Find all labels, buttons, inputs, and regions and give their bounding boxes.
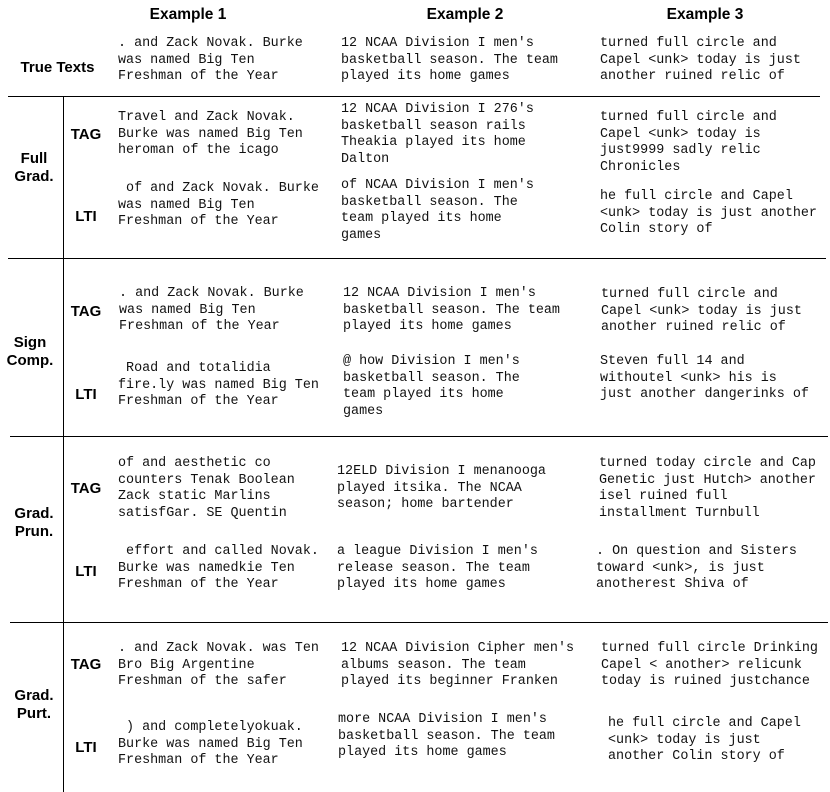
cell-full-grad-lti-2: of NCAA Division I men's basketball season. The team played its home games xyxy=(341,178,534,243)
divider-true-texts xyxy=(8,96,820,97)
cell-sign-comp-tag-3: turned full circle and Capel <unk> today is just another ruined relic of xyxy=(601,287,802,335)
cell-grad-prun-lti-2: a league Division I men's release season. The team played its home games xyxy=(337,544,538,592)
header-example-3: Example 3 xyxy=(666,6,744,23)
cell-full-grad-tag-2: 12 NCAA Division I 276's basketball season rails Theakia played its home Dalton xyxy=(341,102,534,167)
method-label-lti: LTI xyxy=(75,739,97,756)
cell-sign-comp-lti-1: Road and totalidia fire.ly was named Big Ten Freshman of the Year xyxy=(118,361,319,409)
method-label-lti: LTI xyxy=(75,563,97,580)
cell-grad-prun-lti-3: . On question and Sisters toward <unk>, is just anotherest Shiva of xyxy=(596,544,797,592)
divider-sign-comp xyxy=(10,436,828,437)
cell-sign-comp-lti-2: @ how Division I men's basketball season. The team played its home games xyxy=(343,354,520,419)
cell-grad-purt-tag-3: turned full circle Drinking Capel < another> relicunk today is ruined justchance xyxy=(601,641,818,689)
cell-grad-purt-tag-1: . and Zack Novak. was Ten Bro Big Argentine Freshman of the safer xyxy=(118,641,319,689)
group-label-grad-prun: Grad. Prun. xyxy=(14,505,54,540)
cell-sign-comp-lti-3: Steven full 14 and withoutel <unk> his is just another dangerinks of xyxy=(600,354,809,402)
method-column-divider xyxy=(63,96,64,792)
cell-full-grad-lti-1: of and Zack Novak. Burke was named Big Ten Freshman of the Year xyxy=(118,181,319,229)
divider-grad-prun xyxy=(10,622,828,623)
method-label-lti: LTI xyxy=(75,386,97,403)
true-text-cell-2: 12 NCAA Division I men's basketball season. The team played its home games xyxy=(341,36,558,84)
group-label-grad-purt: Grad. Purt. xyxy=(14,687,54,722)
method-label-tag: TAG xyxy=(70,126,102,143)
group-label-sign-comp: Sign Comp. xyxy=(6,334,54,369)
cell-grad-prun-tag-3: turned today circle and Cap Genetic just Hutch> another isel ruined full installment Turnbull xyxy=(599,456,816,521)
cell-grad-purt-lti-1: ) and completelyokuak. Burke was named Big Ten Freshman of the Year xyxy=(118,720,303,768)
cell-full-grad-tag-1: Travel and Zack Novak. Burke was named Big Ten heroman of the icago xyxy=(118,110,303,158)
true-text-cell-1: . and Zack Novak. Burke was named Big Ten Freshman of the Year xyxy=(118,36,303,84)
true-texts-label: True Texts xyxy=(20,59,95,76)
cell-sign-comp-tag-2: 12 NCAA Division I men's basketball season. The team played its home games xyxy=(343,286,560,334)
cell-grad-prun-tag-2: 12ELD Division I menanooga played itsika. The NCAA season; home bartender xyxy=(337,464,546,512)
cell-grad-prun-tag-1: of and aesthetic co counters Tenak Boolean Zack static Marlins satisfGar. SE Quentin xyxy=(118,456,295,521)
header-example-2: Example 2 xyxy=(426,6,504,23)
true-text-cell-3: turned full circle and Capel <unk> today is just another ruined relic of xyxy=(600,36,801,84)
cell-full-grad-tag-3: turned full circle and Capel <unk> today is just9999 sadly relic Chronicles xyxy=(600,110,777,175)
group-label-full-grad: Full Grad. xyxy=(14,150,54,185)
cell-grad-purt-lti-3: he full circle and Capel <unk> today is just another Colin story of xyxy=(608,716,801,764)
cell-grad-prun-lti-1: effort and called Novak. Burke was namedkie Ten Freshman of the Year xyxy=(118,544,319,592)
method-label-lti: LTI xyxy=(75,208,97,225)
cell-sign-comp-tag-1: . and Zack Novak. Burke was named Big Ten Freshman of the Year xyxy=(119,286,304,334)
method-label-tag: TAG xyxy=(70,303,102,320)
header-example-1: Example 1 xyxy=(149,6,227,23)
method-label-tag: TAG xyxy=(70,656,102,673)
method-label-tag: TAG xyxy=(70,480,102,497)
cell-grad-purt-tag-2: 12 NCAA Division Cipher men's albums season. The team played its beginner Franken xyxy=(341,641,575,689)
cell-full-grad-lti-3: he full circle and Capel <unk> today is just another Colin story of xyxy=(600,189,817,237)
divider-full-grad xyxy=(8,258,826,259)
cell-grad-purt-lti-2: more NCAA Division I men's basketball season. The team played its home games xyxy=(338,712,555,760)
